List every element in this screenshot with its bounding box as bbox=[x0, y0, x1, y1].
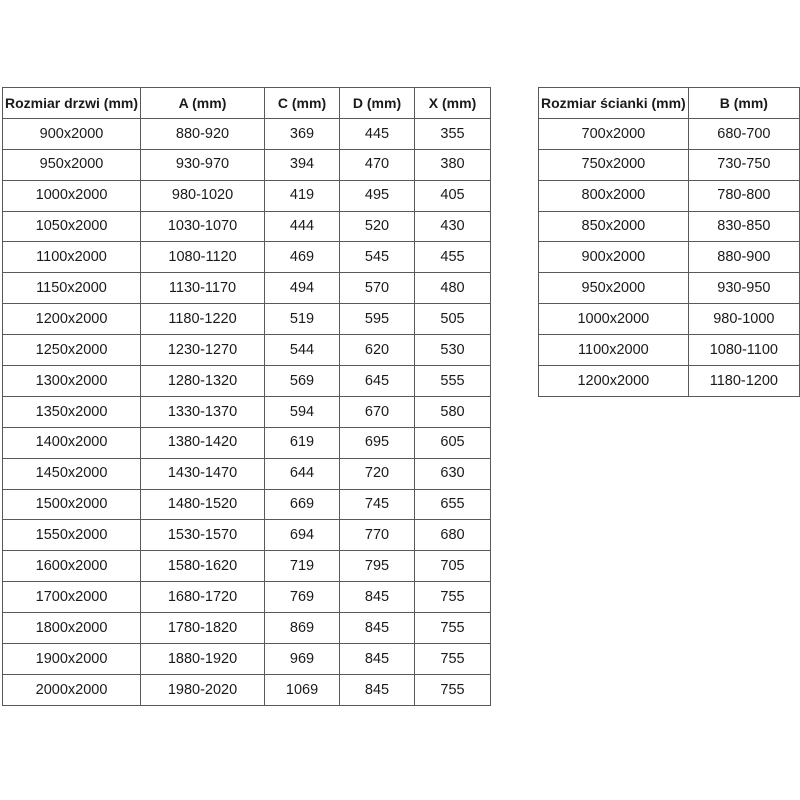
table-cell: 469 bbox=[265, 242, 340, 273]
table-cell: 394 bbox=[265, 149, 340, 180]
table-cell: 419 bbox=[265, 180, 340, 211]
table-row bbox=[3, 458, 491, 489]
table-cell: 655 bbox=[415, 489, 491, 520]
column-header: Rozmiar drzwi (mm) bbox=[3, 88, 141, 119]
table-row bbox=[3, 396, 491, 427]
table-cell: 455 bbox=[415, 242, 491, 273]
table-cell: 869 bbox=[265, 613, 340, 644]
table-cell: 630 bbox=[415, 458, 491, 489]
table-cell: 545 bbox=[340, 242, 415, 273]
table-cell: 644 bbox=[265, 458, 340, 489]
table-cell: 950x2000 bbox=[539, 273, 689, 304]
table-row bbox=[3, 242, 491, 273]
table-cell: 505 bbox=[415, 304, 491, 335]
table-cell: 770 bbox=[340, 520, 415, 551]
table-row bbox=[3, 149, 491, 180]
table-cell: 930-950 bbox=[688, 273, 799, 304]
table-cell: 880-900 bbox=[688, 242, 799, 273]
table-cell: 1780-1820 bbox=[141, 613, 265, 644]
table-cell: 595 bbox=[340, 304, 415, 335]
table-cell: 700x2000 bbox=[539, 118, 689, 149]
table-row bbox=[539, 211, 800, 242]
table-cell: 1550x2000 bbox=[3, 520, 141, 551]
column-header: C (mm) bbox=[265, 88, 340, 119]
table-cell: 569 bbox=[265, 366, 340, 397]
table-cell: 845 bbox=[340, 582, 415, 613]
table-cell: 1530-1570 bbox=[141, 520, 265, 551]
table-row bbox=[3, 520, 491, 551]
table-cell: 445 bbox=[340, 118, 415, 149]
column-header: Rozmiar ścianki (mm) bbox=[539, 88, 689, 119]
table-cell: 1600x2000 bbox=[3, 551, 141, 582]
table-cell: 570 bbox=[340, 273, 415, 304]
table-cell: 594 bbox=[265, 396, 340, 427]
table-cell: 669 bbox=[265, 489, 340, 520]
table-cell: 1900x2000 bbox=[3, 644, 141, 675]
table-row bbox=[3, 335, 491, 366]
table-cell: 1030-1070 bbox=[141, 211, 265, 242]
table-cell: 1180-1200 bbox=[688, 366, 799, 397]
table-row bbox=[3, 674, 491, 705]
table-cell: 430 bbox=[415, 211, 491, 242]
table-cell: 494 bbox=[265, 273, 340, 304]
table-cell: 1250x2000 bbox=[3, 335, 141, 366]
table-cell: 1350x2000 bbox=[3, 396, 141, 427]
table-cell: 930-970 bbox=[141, 149, 265, 180]
table-cell: 880-920 bbox=[141, 118, 265, 149]
column-header: D (mm) bbox=[340, 88, 415, 119]
table-cell: 1280-1320 bbox=[141, 366, 265, 397]
table-cell: 705 bbox=[415, 551, 491, 582]
table-cell: 1380-1420 bbox=[141, 427, 265, 458]
table-cell: 470 bbox=[340, 149, 415, 180]
table-cell: 830-850 bbox=[688, 211, 799, 242]
table-row bbox=[3, 180, 491, 211]
table-cell: 755 bbox=[415, 613, 491, 644]
table-cell: 1680-1720 bbox=[141, 582, 265, 613]
table-cell: 1130-1170 bbox=[141, 273, 265, 304]
table-cell: 1200x2000 bbox=[3, 304, 141, 335]
table-cell: 619 bbox=[265, 427, 340, 458]
table-cell: 1000x2000 bbox=[3, 180, 141, 211]
table-row bbox=[3, 304, 491, 335]
table-cell: 495 bbox=[340, 180, 415, 211]
table-cell: 544 bbox=[265, 335, 340, 366]
table-cell: 680-700 bbox=[688, 118, 799, 149]
table-cell: 720 bbox=[340, 458, 415, 489]
table-cell: 750x2000 bbox=[539, 149, 689, 180]
table-cell: 695 bbox=[340, 427, 415, 458]
table-cell: 670 bbox=[340, 396, 415, 427]
table-cell: 1450x2000 bbox=[3, 458, 141, 489]
table-cell: 755 bbox=[415, 644, 491, 675]
table-cell: 745 bbox=[340, 489, 415, 520]
table-cell: 680 bbox=[415, 520, 491, 551]
table-cell: 730-750 bbox=[688, 149, 799, 180]
table-cell: 1150x2000 bbox=[3, 273, 141, 304]
table-row bbox=[539, 242, 800, 273]
table-cell: 480 bbox=[415, 273, 491, 304]
table-cell: 850x2000 bbox=[539, 211, 689, 242]
table-cell: 780-800 bbox=[688, 180, 799, 211]
table-cell: 845 bbox=[340, 613, 415, 644]
table-cell: 1230-1270 bbox=[141, 335, 265, 366]
table-row bbox=[3, 644, 491, 675]
table-row bbox=[3, 489, 491, 520]
table-cell: 1700x2000 bbox=[3, 582, 141, 613]
table-cell: 605 bbox=[415, 427, 491, 458]
table-cell: 1800x2000 bbox=[3, 613, 141, 644]
wall-panel-size-table bbox=[538, 87, 800, 397]
table-row bbox=[539, 335, 800, 366]
table-row bbox=[3, 613, 491, 644]
table-cell: 1980-2020 bbox=[141, 674, 265, 705]
table-cell: 755 bbox=[415, 582, 491, 613]
table-cell: 1100x2000 bbox=[3, 242, 141, 273]
table-cell: 530 bbox=[415, 335, 491, 366]
table-cell: 900x2000 bbox=[539, 242, 689, 273]
table-cell: 769 bbox=[265, 582, 340, 613]
table-cell: 1430-1470 bbox=[141, 458, 265, 489]
table-cell: 1180-1220 bbox=[141, 304, 265, 335]
table-cell: 645 bbox=[340, 366, 415, 397]
table-cell: 719 bbox=[265, 551, 340, 582]
table-row bbox=[3, 551, 491, 582]
table-cell: 1580-1620 bbox=[141, 551, 265, 582]
table-cell: 795 bbox=[340, 551, 415, 582]
table-cell: 355 bbox=[415, 118, 491, 149]
table-row bbox=[539, 366, 800, 397]
table-cell: 519 bbox=[265, 304, 340, 335]
table-cell: 369 bbox=[265, 118, 340, 149]
table-cell: 1480-1520 bbox=[141, 489, 265, 520]
table-cell: 2000x2000 bbox=[3, 674, 141, 705]
table-cell: 1330-1370 bbox=[141, 396, 265, 427]
table-cell: 969 bbox=[265, 644, 340, 675]
table-cell: 800x2000 bbox=[539, 180, 689, 211]
table-cell: 520 bbox=[340, 211, 415, 242]
table-cell: 694 bbox=[265, 520, 340, 551]
column-header: B (mm) bbox=[688, 88, 799, 119]
table-row bbox=[539, 149, 800, 180]
table-cell: 900x2000 bbox=[3, 118, 141, 149]
table-cell: 444 bbox=[265, 211, 340, 242]
table-cell: 755 bbox=[415, 674, 491, 705]
table-cell: 1500x2000 bbox=[3, 489, 141, 520]
table-row bbox=[3, 118, 491, 149]
table-cell: 620 bbox=[340, 335, 415, 366]
table-cell: 580 bbox=[415, 396, 491, 427]
table-row bbox=[539, 273, 800, 304]
header-row bbox=[539, 88, 800, 119]
table-cell: 380 bbox=[415, 149, 491, 180]
table-cell: 1080-1100 bbox=[688, 335, 799, 366]
column-header: X (mm) bbox=[415, 88, 491, 119]
table-cell: 1400x2000 bbox=[3, 427, 141, 458]
table-cell: 1080-1120 bbox=[141, 242, 265, 273]
table-row bbox=[3, 582, 491, 613]
table-cell: 1000x2000 bbox=[539, 304, 689, 335]
table-row bbox=[539, 180, 800, 211]
table-cell: 845 bbox=[340, 644, 415, 675]
table-cell: 1300x2000 bbox=[3, 366, 141, 397]
table-row bbox=[539, 118, 800, 149]
table-row bbox=[3, 273, 491, 304]
table-cell: 405 bbox=[415, 180, 491, 211]
table-row bbox=[3, 366, 491, 397]
table-cell: 980-1020 bbox=[141, 180, 265, 211]
table-cell: 1100x2000 bbox=[539, 335, 689, 366]
table-row bbox=[3, 427, 491, 458]
table-cell: 1050x2000 bbox=[3, 211, 141, 242]
table-cell: 980-1000 bbox=[688, 304, 799, 335]
table-row bbox=[539, 304, 800, 335]
door-size-table bbox=[2, 87, 491, 706]
table-cell: 555 bbox=[415, 366, 491, 397]
table-cell: 1200x2000 bbox=[539, 366, 689, 397]
table-cell: 845 bbox=[340, 674, 415, 705]
header-row bbox=[3, 88, 491, 119]
table-cell: 950x2000 bbox=[3, 149, 141, 180]
column-header: A (mm) bbox=[141, 88, 265, 119]
table-cell: 1880-1920 bbox=[141, 644, 265, 675]
table-row bbox=[3, 211, 491, 242]
table-cell: 1069 bbox=[265, 674, 340, 705]
